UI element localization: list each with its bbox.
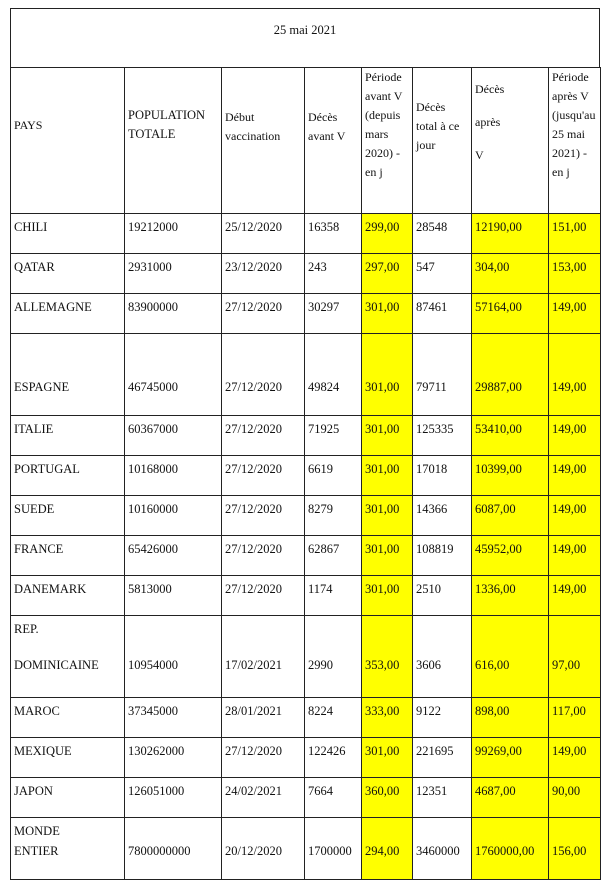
cell-value: 149,00: [552, 542, 587, 556]
cell-debut: [222, 536, 305, 576]
cell-pays: [11, 334, 125, 416]
cell-deces-total: [413, 416, 472, 456]
cell-periode-apres: [549, 818, 601, 880]
cell-value: 29887,00: [475, 380, 522, 394]
cell-pays: [11, 214, 125, 254]
cell-debut: [222, 334, 305, 416]
cell-debut: [222, 778, 305, 818]
cell-value: 37345000: [128, 704, 178, 718]
cell-value: 126051000: [128, 784, 185, 798]
cell-deces-avant: [305, 496, 362, 536]
cell-value: 10168000: [128, 462, 178, 476]
cell-value: 353,00: [365, 658, 400, 672]
cell-value: 301,00: [365, 380, 400, 394]
cell-value: 301,00: [365, 542, 400, 556]
country-name-line1: MONDE: [14, 824, 60, 838]
header-row: [11, 68, 601, 214]
cell-value: 616,00: [475, 658, 510, 672]
cell-value: 130262000: [128, 744, 185, 758]
cell-value: 8279: [308, 502, 333, 516]
cell-deces-avant: [305, 818, 362, 880]
cell-population: [125, 616, 222, 698]
cell-value: 301,00: [365, 582, 400, 596]
cell-value: 156,00: [552, 844, 587, 858]
cell-periode-apres: [549, 778, 601, 818]
cell-debut: [222, 698, 305, 738]
cell-value: 46745000: [128, 380, 178, 394]
cell-value: 12351: [416, 784, 448, 798]
cell-periode-avant: [362, 416, 413, 456]
cell-pays: [11, 416, 125, 456]
cell-debut: [222, 818, 305, 880]
header-population: [125, 68, 222, 214]
cell-pays: [11, 576, 125, 616]
cell-value: 1760000,00: [475, 844, 535, 858]
table-row: [11, 778, 601, 818]
document-sheet: [10, 8, 600, 880]
cell-periode-apres: [549, 456, 601, 496]
cell-deces-total: [413, 616, 472, 698]
table-row: [11, 254, 601, 294]
cell-value: JAPON: [14, 784, 53, 798]
table-row: [11, 496, 601, 536]
cell-deces-apres: [472, 294, 549, 334]
cell-deces-apres: [472, 576, 549, 616]
cell-deces-total: [413, 334, 472, 416]
table-row: [11, 818, 601, 880]
cell-value: 301,00: [365, 502, 400, 516]
cell-value: 149,00: [552, 744, 587, 758]
cell-periode-avant: [362, 778, 413, 818]
cell-value: 6619: [308, 462, 333, 476]
cell-deces-total: [413, 214, 472, 254]
cell-periode-apres: [549, 254, 601, 294]
cell-population: [125, 456, 222, 496]
cell-value: 24/02/2021: [225, 784, 282, 798]
cell-value: 117,00: [552, 704, 586, 718]
country-name-line2: ENTIER: [14, 844, 59, 858]
table-row: [11, 294, 601, 334]
cell-value: SUEDE: [14, 502, 55, 516]
cell-population: [125, 214, 222, 254]
cell-pays: [11, 616, 125, 698]
cell-value: 27/12/2020: [225, 582, 282, 596]
cell-debut: [222, 254, 305, 294]
cell-value: 19212000: [128, 220, 178, 234]
cell-value: 90,00: [552, 784, 581, 798]
cell-value: 83900000: [128, 300, 178, 314]
cell-deces-total: [413, 778, 472, 818]
cell-value: 16358: [308, 220, 340, 234]
cell-value: 3606: [416, 658, 441, 672]
cell-deces-apres: [472, 616, 549, 698]
cell-value: 28/01/2021: [225, 704, 282, 718]
cell-deces-avant: [305, 214, 362, 254]
cell-periode-apres: [549, 698, 601, 738]
header-periode-apres-text: Période après V (jusqu'au 25 mai 2021) - en j: [552, 70, 596, 179]
cell-deces-apres: [472, 738, 549, 778]
cell-deces-avant: [305, 778, 362, 818]
cell-value: 53410,00: [475, 422, 522, 436]
cell-value: 20/12/2020: [225, 844, 282, 858]
cell-value: 17018: [416, 462, 448, 476]
table-row: [11, 416, 601, 456]
cell-value: 149,00: [552, 582, 587, 596]
cell-value: 97,00: [552, 658, 581, 672]
cell-value: 28548: [416, 220, 448, 234]
cell-debut: [222, 294, 305, 334]
header-periode-apres: [549, 68, 601, 214]
cell-value: 25/12/2020: [225, 220, 282, 234]
header-deces-total-text: Décès total à ce jour: [416, 100, 460, 152]
cell-value: 2510: [416, 582, 441, 596]
cell-periode-apres: [549, 214, 601, 254]
cell-population: [125, 416, 222, 456]
cell-value: ALLEMAGNE: [14, 300, 92, 314]
cell-pays: [11, 698, 125, 738]
cell-periode-apres: [549, 738, 601, 778]
header-periode-avant: [362, 68, 413, 214]
cell-value: 149,00: [552, 462, 587, 476]
cell-value: 547: [416, 260, 435, 274]
cell-deces-total: [413, 818, 472, 880]
cell-value: 27/12/2020: [225, 502, 282, 516]
cell-value: 221695: [416, 744, 454, 758]
cell-periode-avant: [362, 456, 413, 496]
cell-deces-total: [413, 698, 472, 738]
cell-value: 27/12/2020: [225, 380, 282, 394]
table-row: [11, 576, 601, 616]
cell-value: 10954000: [128, 658, 178, 672]
cell-debut: [222, 576, 305, 616]
cell-value: 3460000: [416, 844, 460, 858]
cell-periode-avant: [362, 254, 413, 294]
country-name-line2: DOMINICAINE: [14, 658, 99, 672]
cell-population: [125, 778, 222, 818]
header-deces-apres-line1: Décès: [475, 82, 505, 96]
cell-deces-total: [413, 536, 472, 576]
cell-deces-total: [413, 254, 472, 294]
header-pays-text: PAYS: [14, 118, 43, 132]
cell-value: 360,00: [365, 784, 400, 798]
cell-deces-total: [413, 576, 472, 616]
cell-deces-avant: [305, 334, 362, 416]
cell-value: 153,00: [552, 260, 587, 274]
cell-debut: [222, 616, 305, 698]
cell-value: 8224: [308, 704, 333, 718]
cell-periode-apres: [549, 536, 601, 576]
cell-deces-apres: [472, 818, 549, 880]
cell-value: 99269,00: [475, 744, 522, 758]
cell-value: 299,00: [365, 220, 400, 234]
cell-value: 294,00: [365, 844, 400, 858]
cell-deces-avant: [305, 738, 362, 778]
cell-value: 10160000: [128, 502, 178, 516]
cell-deces-apres: [472, 214, 549, 254]
cell-population: [125, 738, 222, 778]
table-row: [11, 698, 601, 738]
table-row: [11, 456, 601, 496]
cell-value: 149,00: [552, 380, 587, 394]
cell-value: 301,00: [365, 744, 400, 758]
cell-value: 4687,00: [475, 784, 516, 798]
cell-value: 23/12/2020: [225, 260, 282, 274]
cell-debut: [222, 456, 305, 496]
cell-deces-avant: [305, 536, 362, 576]
cell-pays: [11, 778, 125, 818]
cell-pays: [11, 496, 125, 536]
cell-value: 49824: [308, 380, 340, 394]
table-row: [11, 334, 601, 416]
header-deces-total: [413, 68, 472, 214]
cell-deces-avant: [305, 416, 362, 456]
header-debut-text: Début vaccination: [225, 110, 281, 143]
cell-value: 122426: [308, 744, 346, 758]
header-pays: [11, 68, 125, 214]
cell-deces-apres: [472, 778, 549, 818]
cell-value: 14366: [416, 502, 448, 516]
cell-value: 149,00: [552, 502, 587, 516]
table-row: [11, 536, 601, 576]
cell-deces-apres: [472, 536, 549, 576]
cell-value: 149,00: [552, 300, 587, 314]
cell-value: 30297: [308, 300, 340, 314]
vaccination-table: [10, 67, 601, 880]
header-population-text: POPULATION TOTALE: [128, 108, 206, 141]
cell-periode-avant: [362, 334, 413, 416]
cell-deces-apres: [472, 416, 549, 456]
cell-periode-avant: [362, 818, 413, 880]
cell-value: QATAR: [14, 260, 55, 274]
cell-value: 2990: [308, 658, 333, 672]
cell-deces-avant: [305, 456, 362, 496]
cell-value: 333,00: [365, 704, 400, 718]
cell-deces-apres: [472, 698, 549, 738]
cell-pays: [11, 456, 125, 496]
header-deces-apres: [472, 68, 549, 214]
cell-value: 27/12/2020: [225, 542, 282, 556]
cell-value: 125335: [416, 422, 454, 436]
header-deces-avant-text: Décès avant V: [308, 110, 346, 143]
cell-debut: [222, 214, 305, 254]
cell-pays: [11, 294, 125, 334]
cell-value: 27/12/2020: [225, 462, 282, 476]
cell-population: [125, 294, 222, 334]
cell-value: 10399,00: [475, 462, 522, 476]
cell-population: [125, 334, 222, 416]
cell-value: 12190,00: [475, 220, 522, 234]
cell-deces-total: [413, 738, 472, 778]
cell-value: CHILI: [14, 220, 48, 234]
table-row: [11, 738, 601, 778]
cell-value: MEXIQUE: [14, 744, 72, 758]
cell-value: 1174: [308, 582, 333, 596]
cell-deces-apres: [472, 334, 549, 416]
cell-periode-apres: [549, 416, 601, 456]
cell-value: 7664: [308, 784, 333, 798]
header-deces-apres-line2: après: [475, 115, 501, 129]
cell-deces-apres: [472, 254, 549, 294]
cell-value: 27/12/2020: [225, 744, 282, 758]
cell-deces-apres: [472, 496, 549, 536]
cell-value: 1336,00: [475, 582, 516, 596]
cell-value: 9122: [416, 704, 441, 718]
cell-periode-avant: [362, 738, 413, 778]
header-deces-avant: [305, 68, 362, 214]
cell-value: 17/02/2021: [225, 658, 282, 672]
cell-value: 65426000: [128, 542, 178, 556]
cell-debut: [222, 738, 305, 778]
cell-periode-avant: [362, 616, 413, 698]
cell-value: 71925: [308, 422, 340, 436]
cell-population: [125, 496, 222, 536]
cell-debut: [222, 496, 305, 536]
cell-periode-apres: [549, 294, 601, 334]
cell-deces-apres: [472, 456, 549, 496]
cell-value: 304,00: [475, 260, 510, 274]
cell-deces-avant: [305, 616, 362, 698]
cell-value: 57164,00: [475, 300, 522, 314]
cell-value: 60367000: [128, 422, 178, 436]
cell-pays: [11, 818, 125, 880]
cell-value: ESPAGNE: [14, 380, 70, 394]
cell-deces-total: [413, 294, 472, 334]
cell-value: 151,00: [552, 220, 587, 234]
table-body: [11, 214, 601, 880]
cell-periode-avant: [362, 496, 413, 536]
cell-value: 27/12/2020: [225, 300, 282, 314]
cell-deces-avant: [305, 294, 362, 334]
country-name-line1: REP.: [14, 622, 39, 636]
cell-value: DANEMARK: [14, 582, 87, 596]
cell-value: 27/12/2020: [225, 422, 282, 436]
cell-pays: [11, 738, 125, 778]
cell-periode-apres: [549, 616, 601, 698]
cell-periode-avant: [362, 294, 413, 334]
cell-periode-avant: [362, 576, 413, 616]
cell-value: 1700000: [308, 844, 352, 858]
cell-population: [125, 818, 222, 880]
cell-population: [125, 254, 222, 294]
cell-value: 87461: [416, 300, 448, 314]
cell-value: 62867: [308, 542, 340, 556]
cell-value: 149,00: [552, 422, 587, 436]
cell-value: 898,00: [475, 704, 510, 718]
cell-deces-avant: [305, 254, 362, 294]
cell-value: 79711: [416, 380, 447, 394]
cell-deces-total: [413, 496, 472, 536]
cell-value: 243: [308, 260, 327, 274]
cell-population: [125, 576, 222, 616]
cell-value: 5813000: [128, 582, 172, 596]
cell-value: ITALIE: [14, 422, 54, 436]
cell-deces-total: [413, 456, 472, 496]
cell-pays: [11, 536, 125, 576]
cell-periode-avant: [362, 698, 413, 738]
table-row: [11, 616, 601, 698]
cell-periode-avant: [362, 214, 413, 254]
cell-value: 7800000000: [128, 844, 191, 858]
cell-periode-apres: [549, 334, 601, 416]
cell-value: 297,00: [365, 260, 400, 274]
cell-value: 45952,00: [475, 542, 522, 556]
cell-value: MAROC: [14, 704, 60, 718]
cell-periode-apres: [549, 496, 601, 536]
cell-deces-avant: [305, 698, 362, 738]
title-box: [10, 8, 600, 67]
cell-value: 108819: [416, 542, 454, 556]
cell-value: FRANCE: [14, 542, 64, 556]
cell-value: 6087,00: [475, 502, 516, 516]
cell-periode-apres: [549, 576, 601, 616]
cell-pays: [11, 254, 125, 294]
header-debut: [222, 68, 305, 214]
cell-value: PORTUGAL: [14, 462, 80, 476]
cell-deces-avant: [305, 576, 362, 616]
cell-value: 301,00: [365, 462, 400, 476]
table-row: [11, 214, 601, 254]
header-periode-avant-text: Période avant V (depuis mars 2020) - en j: [365, 70, 403, 179]
cell-value: 2931000: [128, 260, 172, 274]
cell-debut: [222, 416, 305, 456]
cell-population: [125, 536, 222, 576]
document-title: 25 mai 2021: [273, 23, 337, 37]
cell-value: 301,00: [365, 300, 400, 314]
cell-value: 301,00: [365, 422, 400, 436]
header-deces-apres-line3: V: [475, 148, 484, 162]
cell-population: [125, 698, 222, 738]
cell-periode-avant: [362, 536, 413, 576]
